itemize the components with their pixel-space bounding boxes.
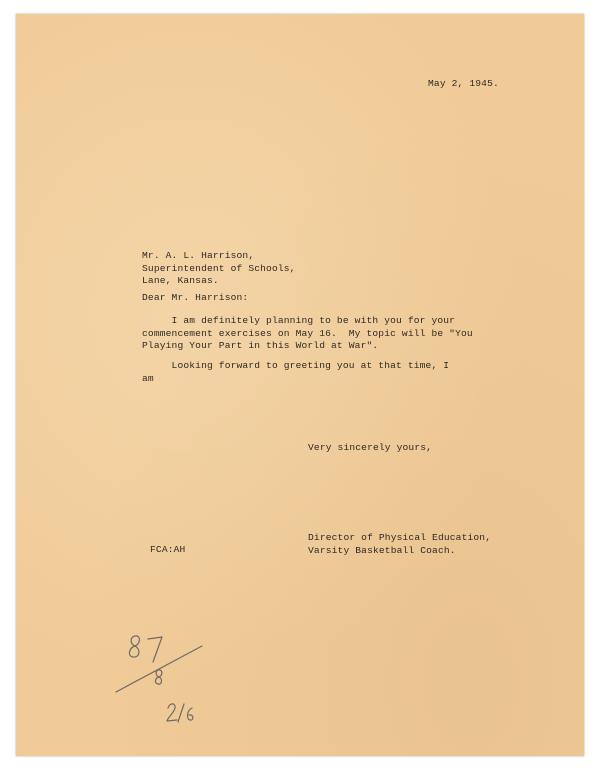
letter-date: May 2, 1945. [428, 78, 499, 89]
salutation: Dear Mr. Harrison: [142, 292, 249, 303]
signer-title-line: Varsity Basketball Coach. [308, 544, 456, 556]
paragraph-line: I am definitely planning to be with you for your [142, 315, 456, 326]
reference-initials: FCA:AH [150, 544, 186, 555]
pencil-digit-stroke [155, 670, 161, 684]
recipient-name: Mr. A. L. Harrison, [142, 250, 255, 261]
pencil-digit-stroke [148, 637, 162, 662]
recipient-title: Superintendent of Schools, [142, 262, 296, 274]
recipient-location: Lane, Kansas. [142, 275, 219, 286]
recipient-address [142, 250, 296, 288]
signer-title-line: Director of Physical Education, [308, 532, 492, 543]
paragraph-line: commencement exercises on May 16. My topic will be "You [142, 327, 473, 339]
paragraph-line: Playing Your Part in this World at War". [142, 340, 379, 351]
pencil-notation [104, 622, 214, 732]
body-paragraph-1 [142, 315, 473, 353]
signer-title [308, 532, 491, 557]
body-paragraph-2 [142, 360, 449, 385]
pencil-digit-stroke [188, 708, 193, 720]
paragraph-line: am [142, 372, 154, 384]
paragraph-line: Looking forward to greeting you at that time, I [142, 360, 450, 371]
letter-page [16, 14, 584, 756]
pencil-digit-stroke [167, 704, 177, 721]
complimentary-closing: Very sincerely yours, [308, 442, 433, 453]
pencil-digit-stroke [129, 636, 139, 657]
pencil-digit-stroke [178, 704, 184, 722]
